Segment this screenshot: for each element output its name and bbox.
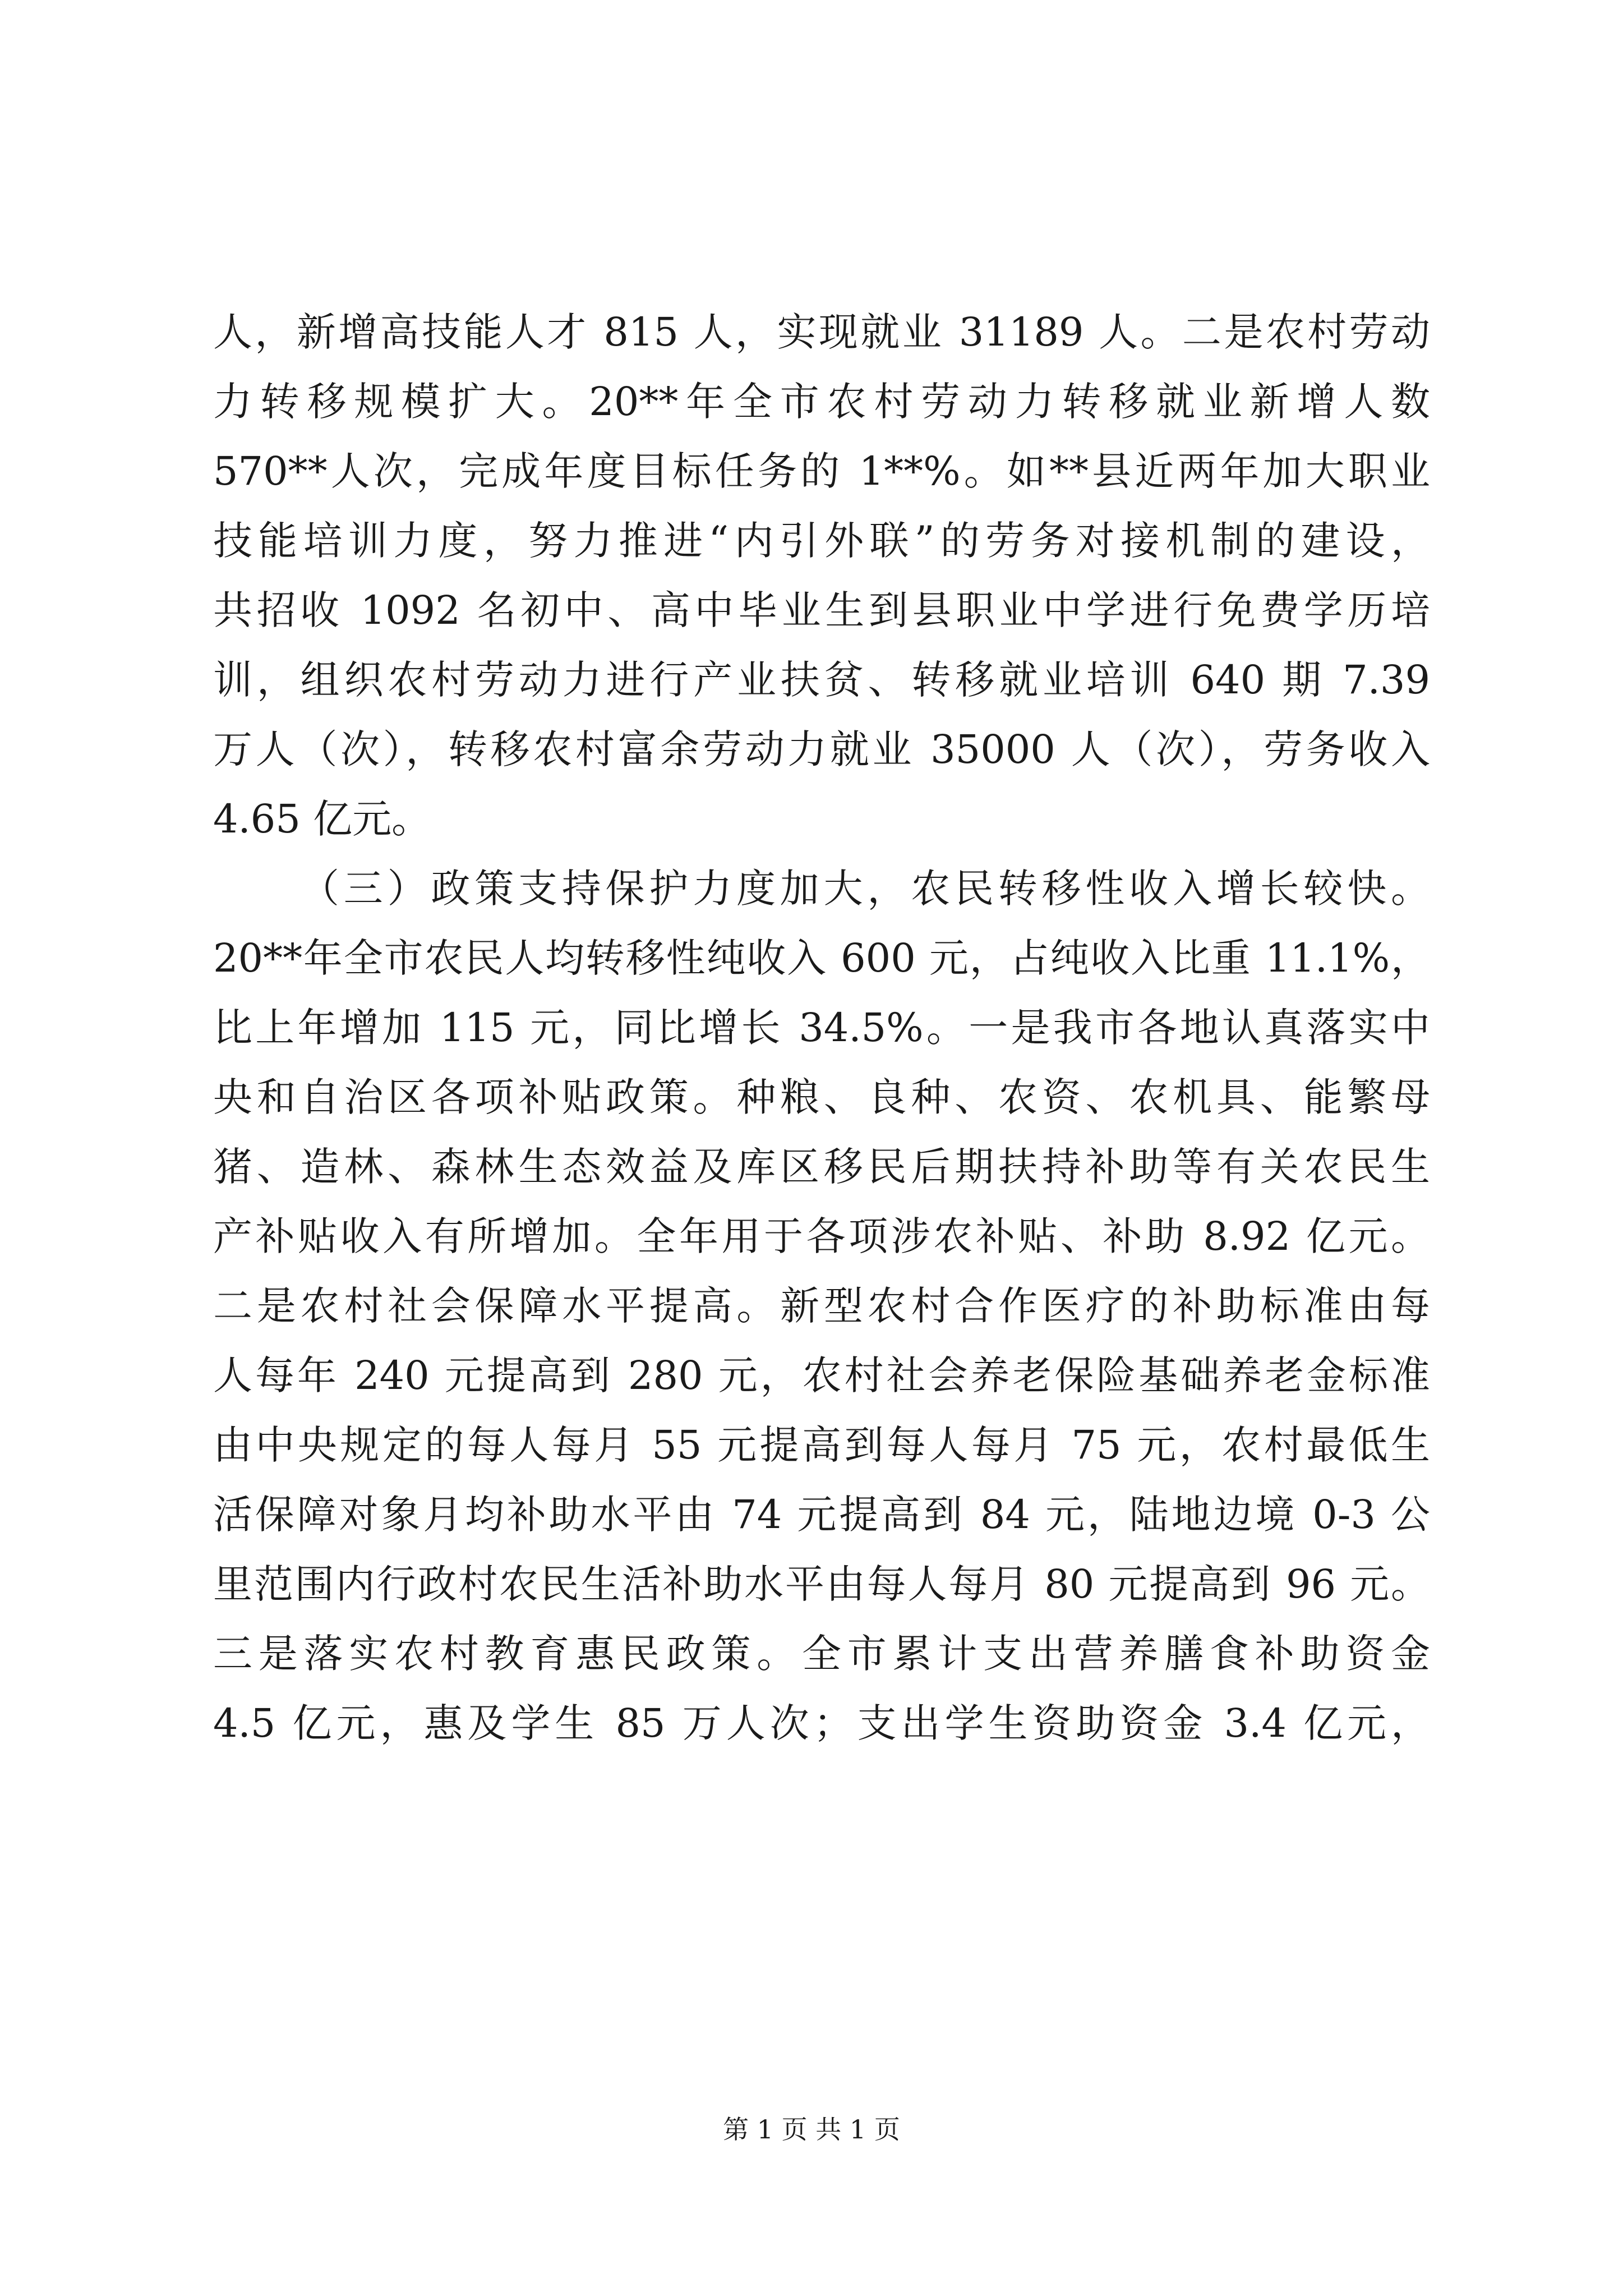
text-line: 三是落实农村教育惠民政策。全市累计支出营养膳食补助资金	[213, 1631, 1430, 1677]
body-text	[213, 297, 1430, 1758]
text-line: 活保障对象月均补助水平由 74 元提高到 84 元，陆地边境 0-3 公	[213, 1492, 1430, 1538]
section-heading-line: （三）政策支持保护力度加大，农民转移性收入增长较快。	[300, 866, 1430, 912]
text-line: 力转移规模扩大。20**年全市农村劳动力转移就业新增人数	[213, 379, 1430, 425]
text-line: 共招收 1092 名初中、高中毕业生到县职业中学进行免费学历培	[213, 587, 1430, 633]
text-line: 570**人次，完成年度目标任务的 1**%。如**县近两年加大职业	[213, 448, 1430, 494]
text-line: 万人（次），转移农村富余劳动力就业 35000 人（次），劳务收入	[213, 726, 1430, 772]
text-line: 产补贴收入有所增加。全年用于各项涉农补贴、补助 8.92 亿元。	[213, 1213, 1430, 1259]
text-line: 二是农村社会保障水平提高。新型农村合作医疗的补助标准由每	[213, 1283, 1430, 1329]
text-line: 训，组织农村劳动力进行产业扶贫、转移就业培训 640 期 7.39	[213, 657, 1430, 703]
page-footer: 第 1 页 共 1 页	[723, 2114, 900, 2145]
text-line: 猪、造林、森林生态效益及库区移民后期扶持补助等有关农民生	[213, 1144, 1430, 1190]
text-line: 人每年 240 元提高到 280 元，农村社会养老保险基础养老金标准	[213, 1352, 1430, 1398]
text-line: 里范围内行政村农民生活补助水平由每人每月 80 元提高到 96 元。	[213, 1561, 1430, 1607]
text-line: 央和自治区各项补贴政策。种粮、良种、农资、农机具、能繁母	[213, 1074, 1430, 1120]
text-line: 4.65 亿元。	[213, 796, 431, 842]
text-line: 20**年全市农民人均转移性纯收入 600 元，占纯收入比重 11.1%，	[213, 935, 1430, 981]
text-line: 人，新增高技能人才 815 人，实现就业 31189 人。二是农村劳动	[213, 309, 1430, 355]
text-line: 比上年增加 115 元，同比增长 34.5%。一是我市各地认真落实中	[213, 1005, 1430, 1051]
text-line: 4.5 亿元，惠及学生 85 万人次；支出学生资助资金 3.4 亿元，	[213, 1700, 1430, 1746]
text-line: 技能培训力度，努力推进“内引外联”的劳务对接机制的建设，	[213, 518, 1430, 564]
text-line: 由中央规定的每人每月 55 元提高到每人每月 75 元，农村最低生	[213, 1422, 1430, 1468]
